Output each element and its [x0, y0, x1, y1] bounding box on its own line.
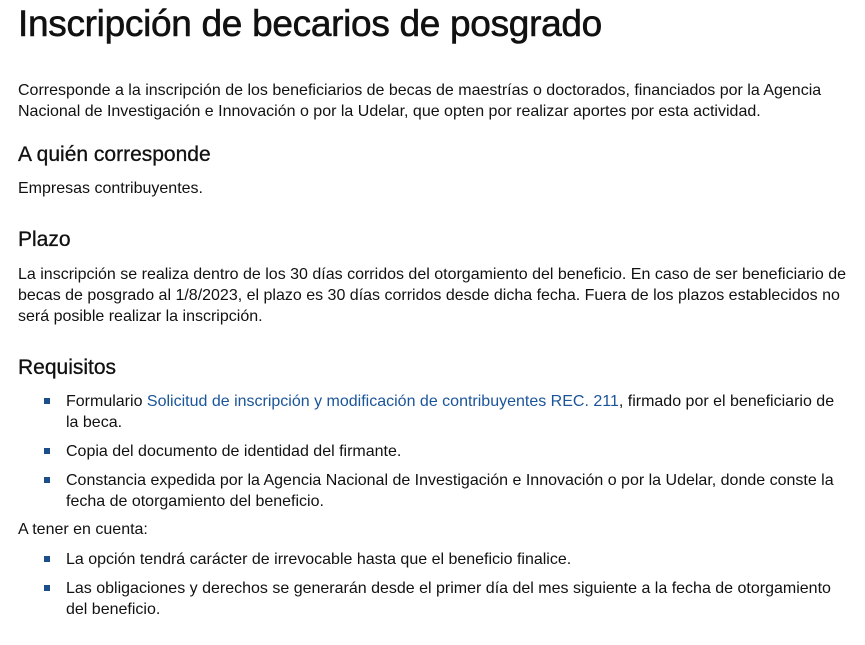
list-item: Copia del documento de identidad del firmante. [66, 441, 847, 462]
list-item: Las obligaciones y derechos se generarán desde el primer día del mes siguiente a la fecha de otorgamiento del beneficio. [66, 578, 847, 620]
list-item: La opción tendrá carácter de irrevocable hasta que el beneficio finalice. [66, 549, 847, 570]
list-item: Constancia expedida por la Agencia Nacional de Investigación e Innovación o por la Udelar, donde conste la fecha de otorgamiento del beneficio. [66, 470, 847, 512]
a-tener-en-cuenta-label: A tener en cuenta: [18, 521, 148, 538]
requisitos-list [18, 391, 847, 512]
page-title: Inscripción de becarios de posgrado [18, 3, 602, 44]
section-heading-a-quien: A quién corresponde [18, 143, 211, 166]
tener-en-cuenta-list [18, 549, 847, 620]
item-text: , firmado por el beneficiario de la beca. [66, 393, 835, 431]
section-heading-requisitos: Requisitos [18, 356, 117, 379]
form-rec-211-link[interactable]: Solicitud de inscripción y modificación de contribuyentes REC. 211 [146, 393, 619, 410]
intro-paragraph: Corresponde a la inscripción de los beneficiarios de becas de maestrías o doctorados, financiados por la Agencia Nacional de Investigación e Innovación o por la Udelar, que opten por realizar aportes por esta actividad. [18, 82, 822, 120]
item-text: Formulario [66, 393, 147, 410]
a-quien-text: Empresas contribuyentes. [18, 180, 203, 197]
list-item [66, 391, 847, 433]
section-heading-plazo: Plazo [18, 228, 71, 251]
plazo-text: La inscripción se realiza dentro de los 30 días corridos del otorgamiento del beneficio. En caso de ser beneficiario de becas de posgrado al 1/8/2023, el plazo es 30 días corridos desde dicha fecha. Fuera de los plazos establecidos no será posible realizar la inscripción. [18, 266, 847, 325]
